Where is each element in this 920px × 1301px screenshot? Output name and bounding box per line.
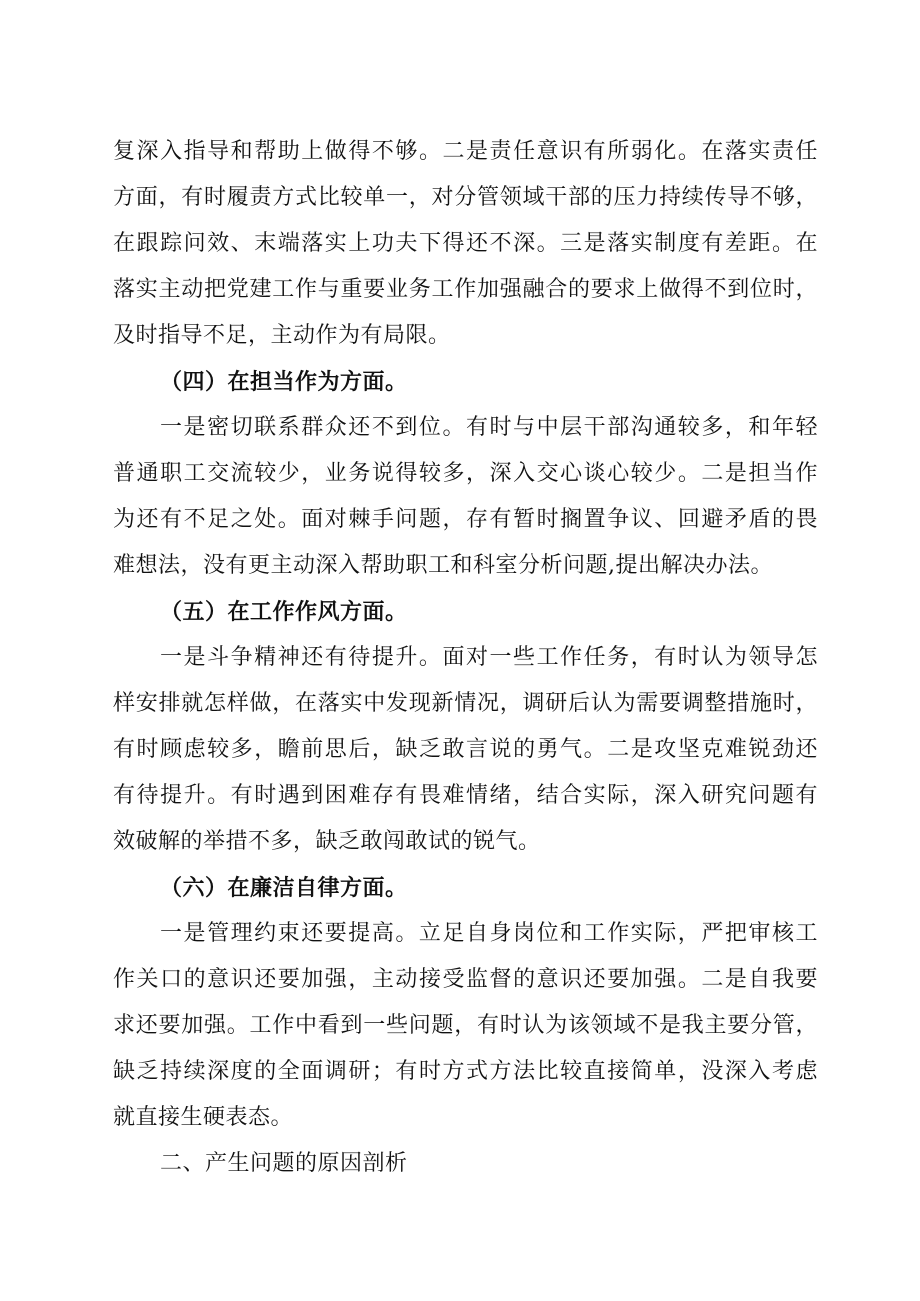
paragraph-line: 有时顾虑较多，瞻前思后，缺乏敢言说的勇气。二是攻坚克难锐劲还 [113,737,818,762]
paragraph-line: 一是密切联系群众还不到位。有时与中层干部沟通较多，和年轻 [160,415,818,440]
paragraph-line: 在跟踪问效、末端落实上功夫下得还不深。三是落实制度有差距。在 [113,231,818,256]
paragraph-line: 就直接生硬表态。 [113,1105,294,1130]
paragraph-line: 复深入指导和帮助上做得不够。二是责任意识有所弱化。在落实责任 [113,139,818,164]
paragraph-line: 方面，有时履责方式比较单一，对分管领域干部的压力持续传导不够， [113,185,818,210]
paragraph-line: 缺乏持续深度的全面调研；有时方式方法比较直接简单，没深入考虑 [113,1059,818,1084]
section-heading: （四）在担当作为方面。 [160,369,408,395]
paragraph-line: 一是管理约束还要提高。立足自身岗位和工作实际，严把审核工 [160,921,818,946]
section-title: 二、产生问题的原因剖析 [160,1151,408,1176]
paragraph-line: 一是斗争精神还有待提升。面对一些工作任务，有时认为领导怎 [160,645,818,670]
paragraph-line: 难想法，没有更主动深入帮助职工和科室分析问题,提出解决办法。 [113,553,773,578]
paragraph-line: 落实主动把党建工作与重要业务工作加强融合的要求上做得不到位时， [113,277,818,302]
paragraph-line: 样安排就怎样做，在落实中发现新情况，调研后认为需要调整措施时， [113,691,818,716]
paragraph-line: 及时指导不足，主动作为有局限。 [113,323,451,348]
paragraph-line: 作关口的意识还要加强，主动接受监督的意识还要加强。二是自我要 [113,967,818,992]
section-heading: （六）在廉洁自律方面。 [160,875,408,901]
paragraph-line: 效破解的举措不多，缺乏敢闯敢试的锐气。 [113,829,541,854]
paragraph-line: 为还有不足之处。面对棘手问题，存有暂时搁置争议、回避矛盾的畏 [113,507,818,532]
section-heading: （五）在工作作风方面。 [160,599,408,625]
paragraph-line: 求还要加强。工作中看到一些问题，有时认为该领域不是我主要分管， [113,1013,818,1038]
paragraph-line: 有待提升。有时遇到困难存有畏难情绪，结合实际，深入研究问题有 [113,783,818,808]
paragraph-line: 普通职工交流较少，业务说得较多，深入交心谈心较少。二是担当作 [113,461,818,486]
